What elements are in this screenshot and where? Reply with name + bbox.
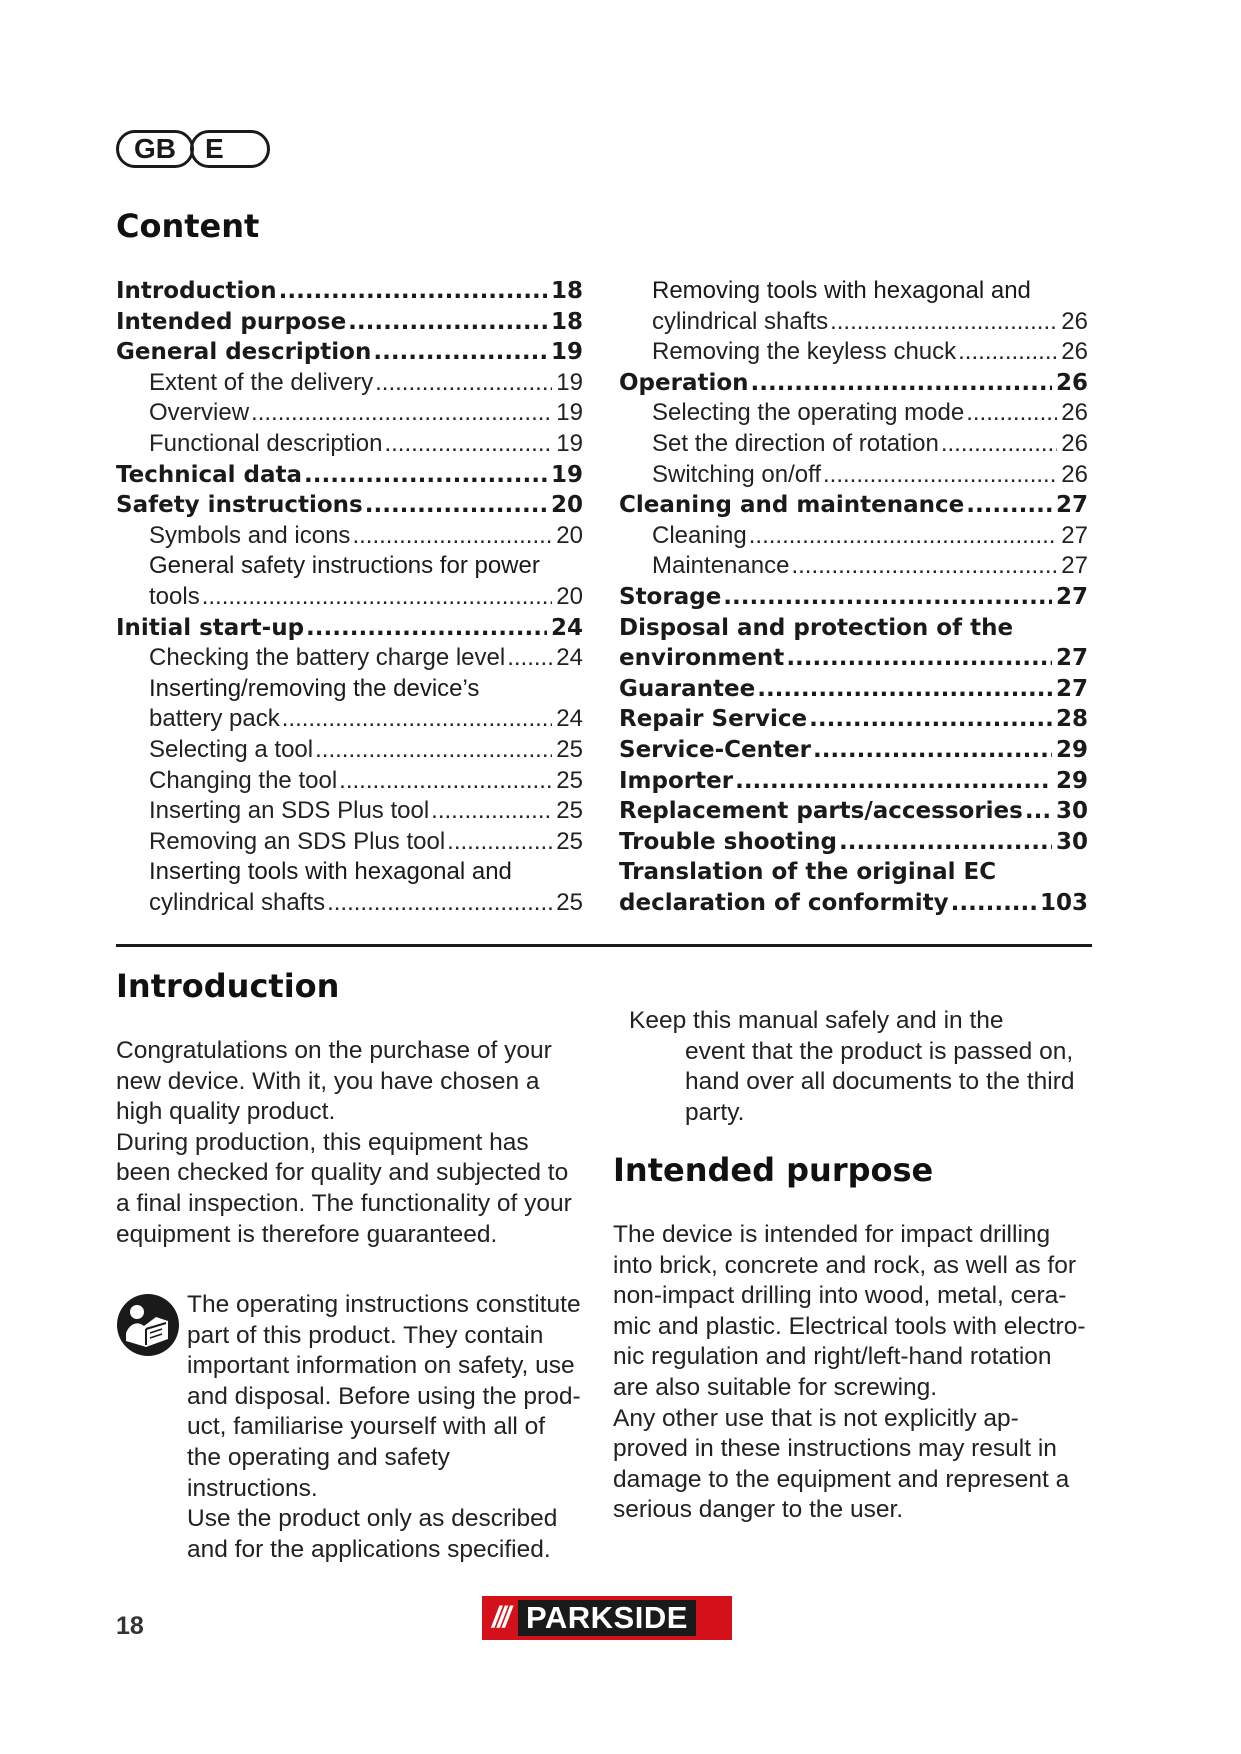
toc-entry-page: 25 (556, 888, 583, 916)
language-badges (116, 130, 270, 168)
toc-entry-page: 20 (556, 521, 583, 549)
toc-entry (619, 674, 1088, 705)
toc-dot-leader (1025, 796, 1052, 827)
intro-line: equipment is therefore guaranteed. (116, 1220, 498, 1248)
toc-dot-leader (384, 429, 552, 460)
toc-entry (619, 766, 1088, 797)
toc-entry (619, 368, 1088, 399)
toc-entry (619, 276, 1088, 307)
purpose-line: non-impact drilling into wood, metal, cera- (613, 1282, 1067, 1310)
toc-entry-page: 103 (1039, 889, 1088, 916)
toc-entry-title: Trouble shooting (619, 828, 838, 855)
intro-line: new device. With it, you have chosen a (116, 1067, 540, 1095)
toc-entry (619, 888, 1088, 919)
toc-entry-page: 24 (556, 705, 583, 733)
toc-dot-leader (447, 827, 552, 858)
note-line: Use the product only as described (187, 1505, 558, 1533)
toc-dot-leader (823, 460, 1057, 491)
toc-entry (619, 521, 1088, 552)
toc-dot-leader (431, 796, 552, 827)
toc-entry-page: 27 (1055, 492, 1088, 519)
toc-entry-title: Disposal and protection of the (619, 614, 1014, 641)
toc-entry-page: 19 (556, 368, 583, 396)
purpose-line: Any other use that is not explicitly ap- (613, 1404, 1019, 1432)
toc-entry (619, 398, 1088, 429)
toc-dot-leader (735, 766, 1052, 797)
toc-entry (116, 337, 583, 368)
toc-dot-leader (327, 888, 552, 919)
intro-line: a final inspection. The functionality of your (116, 1189, 572, 1217)
toc-entry-page: 25 (556, 797, 583, 825)
toc-dot-leader (966, 490, 1052, 521)
intro-line: high quality product. (116, 1098, 336, 1126)
toc-entry-title: battery pack (149, 705, 280, 733)
toc-entry (116, 704, 583, 735)
keep-line: hand over all documents to the third (685, 1068, 1075, 1096)
intro-line: been checked for quality and subjected to (116, 1159, 569, 1187)
keep-line: party. (685, 1098, 745, 1126)
toc-entry-page: 27 (1055, 645, 1088, 672)
toc-entry-page: 30 (1055, 798, 1088, 825)
toc-entry-title: Safety instructions (116, 492, 363, 519)
toc-dot-leader (315, 735, 552, 766)
toc-dot-leader (339, 766, 552, 797)
toc-entry-title: Replacement parts/accessories (619, 798, 1023, 825)
intended-purpose-paragraph (613, 1220, 1093, 1526)
toc-entry (116, 582, 583, 613)
toc-entry-page: 26 (1061, 338, 1088, 366)
toc-entry (116, 827, 583, 858)
toc-entry (619, 490, 1088, 521)
toc-dot-leader (786, 643, 1052, 674)
toc-entry (116, 766, 583, 797)
note-line: and for the applications specified. (187, 1535, 551, 1563)
read-manual-icon (116, 1293, 180, 1357)
toc-entry-page: 24 (556, 644, 583, 672)
toc-right-column (619, 276, 1088, 918)
toc-entry-title: tools (149, 582, 200, 610)
toc-entry (619, 704, 1088, 735)
toc-entry-title: Initial start-up (116, 614, 305, 641)
toc-dot-leader (352, 521, 552, 552)
toc-entry (116, 307, 583, 338)
toc-entry-title: cylindrical shafts (149, 888, 326, 916)
toc-entry-title: General description (116, 339, 372, 366)
toc-entry-title: Changing the tool (149, 766, 338, 794)
toc-dot-leader (202, 582, 553, 613)
toc-dot-leader (951, 888, 1036, 919)
toc-dot-leader (365, 490, 547, 521)
toc-entry-title: Repair Service (619, 706, 808, 733)
toc-entry-page: 26 (1061, 399, 1088, 427)
toc-entry (116, 674, 583, 705)
toc-entry-title: Inserting/removing the device’s (149, 674, 480, 702)
toc-dot-leader (373, 337, 547, 368)
toc-entry-title: Guarantee (619, 675, 756, 702)
note-line: part of this product. They contain (187, 1321, 544, 1349)
toc-entry-title: Maintenance (652, 552, 790, 580)
toc-dot-leader (757, 674, 1052, 705)
toc-entry-page: 27 (1061, 521, 1088, 549)
toc-entry-title: Importer (619, 767, 734, 794)
toc-entry-page: 26 (1061, 429, 1088, 457)
toc-entry-title: Extent of the delivery (149, 368, 374, 396)
toc-dot-leader (966, 398, 1057, 429)
toc-entry-page: 27 (1055, 583, 1088, 610)
toc-dot-leader (813, 735, 1052, 766)
toc-entry (116, 398, 583, 429)
toc-entry-page: 27 (1061, 552, 1088, 580)
toc-entry-title: environment (619, 645, 785, 672)
toc-entry-page: 28 (1055, 706, 1088, 733)
toc-entry-title: Operation (619, 369, 749, 396)
note-line: uct, familiarise yourself with all of (187, 1413, 546, 1441)
toc-entry (116, 888, 583, 919)
toc-entry-title: cylindrical shafts (652, 307, 829, 335)
toc-entry-page: 24 (550, 614, 583, 641)
toc-entry-page: 25 (556, 766, 583, 794)
toc-entry (116, 490, 583, 521)
note-line: The operating instructions constitute (187, 1291, 581, 1318)
toc-entry (619, 337, 1088, 368)
toc-dot-leader (723, 582, 1052, 613)
toc-entry (116, 613, 583, 644)
intro-line: Congratulations on the purchase of your (116, 1037, 552, 1064)
toc-dot-leader (830, 307, 1057, 338)
toc-entry (619, 796, 1088, 827)
toc-dot-leader (941, 429, 1057, 460)
purpose-line: The device is intended for impact drilling (613, 1221, 1051, 1248)
toc-entry-page: 20 (550, 492, 583, 519)
toc-entry-title: Inserting an SDS Plus tool (149, 797, 430, 825)
toc-entry-title: Removing an SDS Plus tool (149, 827, 446, 855)
toc-entry (116, 735, 583, 766)
toc-left-column (116, 276, 583, 918)
parkside-logo (482, 1596, 732, 1640)
purpose-line: serious danger to the user. (613, 1496, 904, 1524)
toc-entry-title: Storage (619, 583, 722, 610)
purpose-line: damage to the equipment and represent a (613, 1465, 1070, 1493)
toc-entry-title: Selecting the operating mode (652, 399, 965, 427)
toc-dot-leader (348, 307, 547, 338)
toc-dot-leader (279, 276, 547, 307)
purpose-line: mic and plastic. Electrical tools with electro- (613, 1312, 1086, 1340)
toc-entry-page: 18 (550, 278, 583, 304)
toc-entry-page: 18 (550, 308, 583, 335)
toc-entry-page: 26 (1061, 460, 1088, 488)
toc-entry-page: 19 (556, 429, 583, 457)
toc-entry-page: 19 (550, 461, 583, 488)
note-line: and disposal. Before using the prod- (187, 1382, 581, 1410)
toc-entry (619, 613, 1088, 644)
toc-entry-title: Functional description (149, 429, 383, 457)
toc-entry-title: Symbols and icons (149, 521, 351, 549)
logo-wordmark: PARKSIDE (518, 1600, 696, 1636)
toc-entry (116, 429, 583, 460)
introduction-paragraph (116, 1036, 586, 1250)
toc-entry-title: Inserting tools with hexagonal and (149, 858, 512, 886)
intended-purpose-heading: Intended purpose (613, 1151, 934, 1189)
toc-entry-title: Removing the keyless chuck (652, 338, 957, 366)
toc-entry (619, 429, 1088, 460)
section-divider (116, 944, 1092, 947)
toc-entry-title: Checking the battery charge level (149, 644, 506, 672)
toc-entry-title: Removing tools with hexagonal and (652, 277, 1031, 304)
toc-entry-title: Overview (149, 399, 250, 427)
purpose-line: nic regulation and right/left-hand rotation (613, 1343, 1052, 1371)
purpose-line: proved in these instructions may result in (613, 1435, 1057, 1463)
toc-entry (619, 307, 1088, 338)
toc-dot-leader (375, 368, 552, 399)
toc-entry-page: 19 (550, 339, 583, 366)
toc-entry-title: Service-Center (619, 736, 811, 763)
logo-slashes: /// (492, 1601, 509, 1634)
toc-entry-title: Switching on/off (652, 460, 821, 488)
toc-entry-page: 29 (1055, 767, 1088, 794)
toc-entry-title: Set the direction of rotation (652, 429, 939, 457)
toc-dot-leader (791, 551, 1057, 582)
purpose-line: into brick, concrete and rock, as well as for (613, 1251, 1076, 1279)
toc-entry-page: 26 (1055, 369, 1088, 396)
toc-dot-leader (749, 521, 1058, 552)
toc-dot-leader (251, 398, 552, 429)
introduction-heading: Introduction (116, 967, 340, 1005)
toc-entry (619, 582, 1088, 613)
content-title: Content (116, 207, 260, 245)
toc-entry-title: General safety instructions for power (149, 552, 540, 580)
page-number: 18 (116, 1612, 144, 1640)
toc-entry-title: Cleaning (652, 521, 747, 549)
toc-entry-page: 19 (556, 399, 583, 427)
toc-entry-page: 26 (1061, 307, 1088, 335)
toc-entry-title: Cleaning and maintenance (619, 492, 965, 519)
toc-entry (619, 735, 1088, 766)
note-line: the operating and safety instructions. (187, 1443, 450, 1502)
toc-dot-leader (304, 460, 547, 491)
toc-entry-title: declaration of conformity (619, 889, 949, 916)
toc-dot-leader (282, 704, 553, 735)
toc-entry-title: Introduction (116, 278, 277, 304)
toc-entry (116, 796, 583, 827)
toc-entry (116, 276, 583, 307)
intro-line: During production, this equipment has (116, 1128, 529, 1156)
toc-entry (116, 551, 583, 582)
toc-entry-title: Translation of the original EC (619, 859, 997, 886)
toc-dot-leader (306, 613, 547, 644)
toc-entry (116, 460, 583, 491)
toc-entry-page: 30 (1055, 828, 1088, 855)
keep-line: Keep this manual safely and in the (629, 1007, 1004, 1034)
toc-entry-title: Selecting a tool (149, 735, 314, 763)
toc-entry (619, 551, 1088, 582)
language-badge-gb: GB (116, 130, 194, 168)
keep-line: event that the product is passed on, (685, 1037, 1074, 1065)
operating-instructions-note (187, 1290, 587, 1565)
note-line: important information on safety, use (187, 1352, 575, 1380)
toc-entry (619, 460, 1088, 491)
toc-entry (116, 643, 583, 674)
language-badge-e: E (190, 130, 270, 168)
toc-entry (116, 368, 583, 399)
toc-entry-page: 25 (556, 827, 583, 855)
toc-dot-leader (751, 368, 1052, 399)
toc-entry (116, 521, 583, 552)
toc-entry-page: 27 (1055, 675, 1088, 702)
toc-entry-title: Intended purpose (116, 308, 347, 335)
keep-manual-paragraph (629, 1006, 1099, 1128)
toc-entry (116, 857, 583, 888)
toc-entry-page: 20 (556, 582, 583, 610)
toc-entry-title: Technical data (116, 461, 303, 488)
toc-entry (619, 827, 1088, 858)
toc-dot-leader (839, 827, 1052, 858)
toc-entry (619, 643, 1088, 674)
toc-entry-page: 29 (1055, 736, 1088, 763)
toc-dot-leader (809, 704, 1052, 735)
toc-dot-leader (507, 643, 552, 674)
toc-entry (619, 857, 1088, 888)
purpose-line: are also suitable for screwing. (613, 1373, 938, 1401)
toc-dot-leader (958, 337, 1057, 368)
toc-entry-page: 25 (556, 735, 583, 763)
